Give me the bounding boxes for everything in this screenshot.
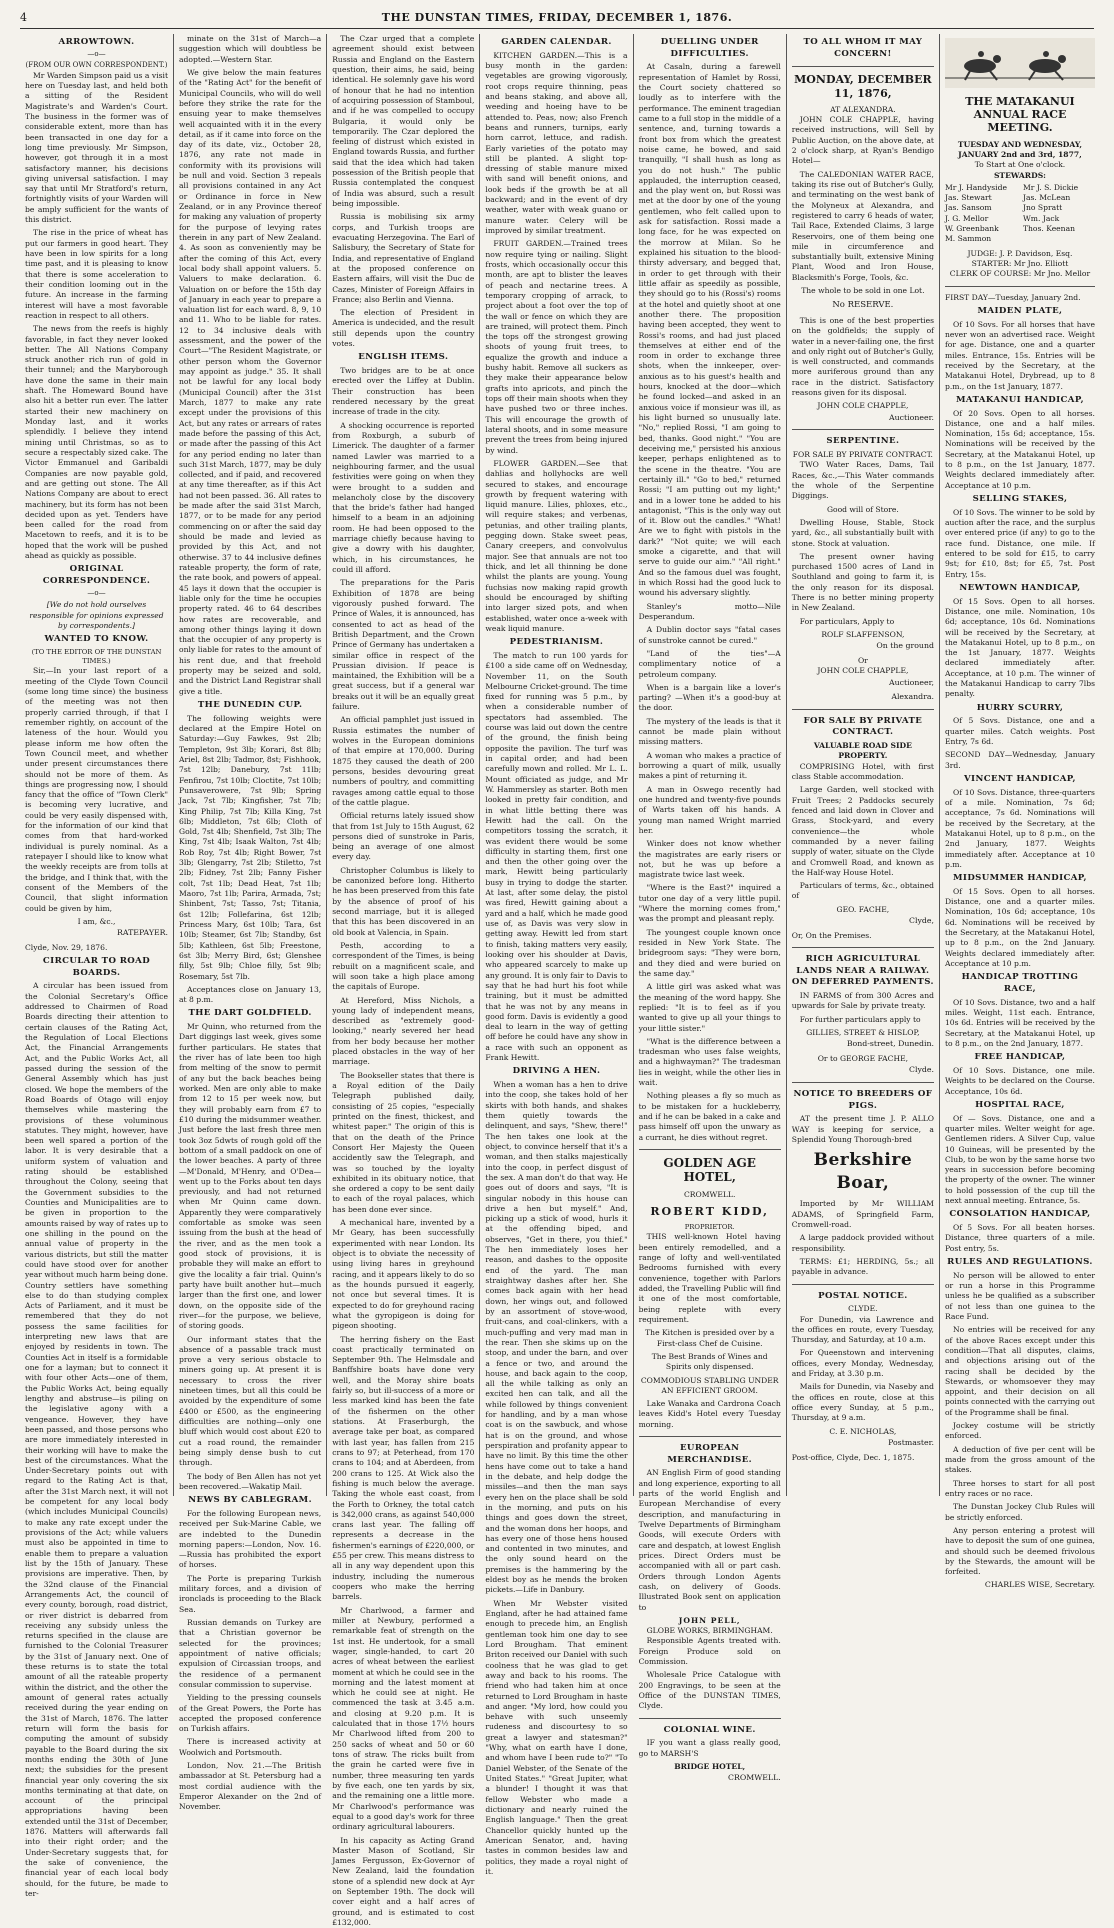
article-paragraph: A circular has been issued from the Colonial Secretary's Office addressed to Chairmen of Road Boards directing their attention to certain clauses of the Rating Act, the Regulation of Local Elections Act, the Financial Arrangements Act, and the Public Works Act, all passed during the session of the General Assembly which has just closed. We hope the members of the Road Boards of Otago will enjoy themselves while mastering the provisions of these voluminous statutes. They might, however, have been well spared a portion of the labor. It is very desirable that a uniform system of valuation and rating should be established throughout the Colony, seeing that the Government subsidies to the Counties and Municipalities are to be given in proportion to the amounts raised by way of rates up to one shilling in the pound on the annual value of property in the various districts, but still the matter could have stood over for another year without much harm being done. Country settlers have something else to do than studying complex Acts of Parliament, and it must be remembered that they do not possess the same facilities for interpreting new laws that are enjoyed by residents in town. The Counties Act in itself is a formidable one for a layman; but to connect it with four other Acts—one of them, the Public Works Act, being equally lengthy and abstruse—is piling on the legislative agony with a vengeance. However, they have been passed, and those persons who are more immediately interested in their working will have to make the best of the circumstances. What the Under-Secretary points out with regard to the Rating Act is that, after the 31st March next, it will not be competent for any local body (which includes Municipal Councils) to make any rate except under the provisions of the Act; while valuers must also be appointed in time to enable them to prepare a valuation list by the 15th of January. These provisions are imperative. Then, by the 32nd clause of the Financial Arrangements Act, the council of every county, borough, road district, or river district is debarred from receiving any subsidy unless the returns specified in the clause are furnished to the Colonial Treasurer by the 31st of January next. One of these returns is to state the total amount of all the rateable property within the district, and the other the amount of general rates actually received during the year ending on the 31st of March, 1876. The latter return will form the basis for computing the amount of subsidy payable to the Board during the six months ending the 30th of June next; the subsidies for the present financial year only covering the six months terminating at that date, on account of the principal appropriations having been extended until the 31st of December, 1876. Matters will afterwards fall into their right order; and the Under-Secretary suggests that, for the sake of convenience, the financial year of each local body should, for the future, be made to ter-	[25, 981, 168, 1899]
ad-place: Alexandra.	[792, 692, 934, 703]
ad-name: JOHN PELL,	[639, 1616, 781, 1626]
article-paragraph: Pesth, according to a correspondent of the Times, is being rebuilt on a magnificent scale, and will soon take a high place among the capitals of Europe.	[332, 941, 474, 993]
race-title: MIDSUMMER HANDICAP,	[945, 873, 1095, 885]
letter-place: Clyde, Nov. 29, 1876.	[25, 943, 168, 953]
article-paragraph: FRUIT GARDEN.—Trained trees now require tying or nailing. Slight frosts, which occasionally occur this month, are apt to blister the leaves of peach and nectarine trees. A temporary cropping of arrack, to project about a foot over the top of the wall or fence on which they are are trained, will protect them. Pinch the tops off the strongest growing shoots of young fruit trees, to equalize the growth and induce a bushy habit. Remove all suckers as they make their appearance below grafts into apricots, and pinch the tops off their main shoots when they have pushed two or three inches. This will encourage the growth of lateral shoots, and in some measure prevent the trees from being injured by wind.	[485, 239, 627, 456]
clerk-of-course: CLERK OF COURSE: Mr Jno. Mellor	[945, 269, 1095, 279]
article-paragraph: Official returns lately issued show that from 1st July to 15th August, 62 persons died of sunstroke in Paris, being an average of one almost every day.	[332, 811, 474, 863]
ad-name: GEO. FACHE,	[792, 905, 934, 915]
race-paragraph: Of 15 Sovs. Open to all horses. Distance, one mile. Nomination, 10s 6d; acceptance, 10s 6d. Nominations will be received by the Secretary, at the Matakanui Hotel, up to 8 p.m., on the 1st January, 1877. Weights declared immediately after. Acceptance, at 10 p.m. The winner of the Matakanui Handicap to carry 7lbs penalty.	[945, 597, 1095, 700]
race-dates: TUESDAY AND WEDNESDAY, JANUARY 2nd and 3rd, 1877,	[945, 140, 1095, 161]
article-paragraph: At Casaln, during a farewell representation of Hamlet by Rossi, the Court society chattered so loudly as to interfere with the performance. The eminent tragedian came to a full stop in the middle of a sentence, and, turning towards a front box from which the greatest noise came, he bowed, and said tranquilly, "I shall hush as long as you do not hush." The public applauded, the interruption ceased, and the play went on, but Rossi was met at the door by one of the young gentlemen, who felt called upon to ask for satisfaction. Rossi made a long face, for he was expected on the morrow at Milan. So he explained his situation to the blood-thirsty adversary, and begged that, in order to get through with their little affair as speedily as possible, they should go to his (Rossi's) rooms at the hotel and quietly shoot at one another there. The proposition having been accepted, they went to Rossi's rooms, and had just placed themselves at either end of the room in order to exchange three shots, when the innkeeper, over-anxious as to his guest's health and hours, knocked at the door—which he found locked—and asked in an anxious voice if monsieur was ill, as his light burned so unusually late. "No," replied Rossi, "I am going to bed, thanks. Good night." "You are deceiving me," persisted his anxious keeper, perhaps enlightened as to the scene in the theatre. "You are certainly ill." "Go to bed," returned Rossi; "I am putting out my light;" and in a lower tone he added to his antagonist, "This is the only way out of it. Blow out the candles." "What! Are we to fight with pistols in the dark?" "Not quite; we will each smoke a cigarette, and that will serve to guide our aim." "All right." And so the famous duel was fought, in which Rossi had the good luck to wound his adversary slightly.	[639, 62, 781, 598]
ad-paragraph: For particulars, Apply to	[792, 617, 934, 627]
ad-place: Clyde.	[792, 1065, 934, 1076]
snippet: A little girl was asked what was the meaning of the word happy. She replied: "It is to feel as if you wanted to give up all your things to your little sister."	[639, 982, 781, 1034]
article-paragraph: In his capacity as Acting Grand Master Mason of Scotland, Sir James Fergusson, Ex-Governor of New Zealand, laid the foundation stone of a splendid new dock at Ayr on September 19th. The dock will cover eight and a half acres of ground, and is estimated to cost £132,000.	[332, 1836, 474, 1928]
snippet: When is a bargain like a lover's parting? —When it's a good-buy at the door.	[639, 683, 781, 714]
ad-paragraph: Good will of Store.	[792, 505, 934, 515]
notice-heading: TO ALL WHOM IT MAY CONCERN!	[792, 37, 934, 60]
sale-place: AT ALEXANDRA.	[792, 105, 934, 115]
rules-paragraph: The Dunstan Jockey Club Rules will be strictly enforced.	[945, 1502, 1095, 1523]
ad-signature: JOHN COLE CHAPPLE,	[792, 401, 934, 411]
ad-proprietor: ROBERT KIDD,	[639, 1205, 781, 1218]
heading-private-contract: FOR SALE BY PRIVATE CONTRACT.	[792, 716, 934, 739]
ad-paragraph: For Dunedin, via Lawrence and the offices en route, every Tuesday, Thursday, and Saturday, at 10 a.m.	[792, 1315, 934, 1346]
column-1	[20, 34, 173, 1496]
divider	[639, 1436, 781, 1437]
race-paragraph: Of 10 Sovs. Distance, three-quarters of a mile. Nomination, 7s 6d; acceptance, 7s 6d. Nominations will be received by the Secretary, at the Matakanui Hotel, up to 8 p.m., on the 2nd January, 1877. Weights immediately after. Acceptance at 10 p.m.	[945, 788, 1095, 871]
ad-name: ROLF SLAFFENSON,	[792, 630, 934, 640]
article-paragraph: A mechanical hare, invented by a Mr Geary, has been successfully experimented with near London. Its object is to obviate the necessity of using living hares in greyhound racing, and it appears likely to do so as the hounds pursued it eagerly, not once but several times. It is expected to do for greyhound racing what the gyropigeon is doing for pigeon shooting.	[332, 1218, 474, 1331]
race-title: CONSOLATION HANDICAP,	[945, 1209, 1095, 1221]
rules-paragraph: No entries will be received for any of the above Races except under this condition—That all disputes, claims, and objections arising out of the racing shall be decided by the Stewards, or whomsoever they may appoint, and their decision on all points connected with the carrying out of the Programme shall be final.	[945, 1325, 1095, 1418]
heading-dart-goldfield: THE DART GOLDFIELD.	[179, 1008, 321, 1020]
column-3	[326, 34, 479, 1496]
ad-title: Auctioneer,	[792, 678, 934, 689]
divider	[792, 1284, 934, 1285]
race-title: NEWTOWN HANDICAP,	[945, 583, 1095, 595]
snippet: Stanley's motto—Nile Desperandum.	[639, 602, 781, 623]
ad-paragraph: COMPRISING Hotel, with first class Stable accommodation.	[792, 762, 934, 783]
steward: Jas. McLean	[1023, 193, 1095, 203]
divider	[792, 947, 934, 948]
snippet: Nothing pleases a fly so much as to be mistaken for a huckleberry, and if he can be baked in a cake and pass himself off upon the unwary as a currant, he dies without regret.	[639, 1091, 781, 1143]
race-title: SELLING STAKES,	[945, 494, 1095, 506]
ad-paragraph: AT the present time J. P. ALLO WAY is keeping for service, a Splendid Young Thorough-bred	[792, 1114, 934, 1145]
article-paragraph: London, Nov. 21.—The British ambassador at St. Petersburg had a most cordial audience with the Emperor Alexander on the 2nd of November.	[179, 1761, 321, 1813]
divider	[945, 286, 1095, 287]
ad-paragraph: Mails for Dunedin, via Naseby and the offices en route, close at this office every Sunday, at 5 p.m., Thursday, at 9 a.m.	[792, 1382, 934, 1423]
column-6	[786, 34, 939, 1496]
ad-paragraph: TWO Water Races, Dams, Tail Races, &c.,—This Water commands the whole of the Serpentine Diggings.	[792, 460, 934, 501]
ad-paragraph: TERMS: £1; HERDING, 5s.; all payable in advance.	[792, 1257, 934, 1278]
ad-paragraph: A large paddock provided without responsibility.	[792, 1233, 934, 1254]
column-2	[173, 34, 326, 1496]
ad-paragraph: The present owner having purchased 1500 acres of Land in Southland and going to farm it, is the only reason for its disposal. There is no better mining property in New Zealand.	[792, 552, 934, 614]
ad-paragraph: Particulars of terms, &c., obtained of	[792, 881, 934, 902]
horse-race-icon	[945, 38, 1095, 88]
race-paragraph: Of 5 Sovs. Distance, one and a quarter miles. Catch weights. Post Entry, 7s 6d.	[945, 716, 1095, 747]
subheading: VALUABLE ROAD SIDE PROPERTY.	[792, 741, 934, 762]
rules-paragraph: Three horses to start for all post entry races or no race.	[945, 1479, 1095, 1500]
article-paragraph: The election of President in America is undecided, and the result still depends upon the country votes.	[332, 308, 474, 349]
ad-paragraph: Wholesale Price Catalogue with 200 Engravings, to be seen at the Office of the DUNSTAN TIMES, Clyde.	[639, 1670, 781, 1711]
race-start-time: To Start at One o'clock.	[945, 160, 1095, 170]
race-paragraph: Of 10 Sovs. Distance, two and a half miles. Weight, 11st each. Entrance, 10s 6d. Entries will be received by the Secretary, at the Matakanui Hotel, up to 8 p.m., on the 2nd January, 1877.	[945, 998, 1095, 1050]
ad-paragraph: Large Garden, well stocked with Fruit Trees; 2 Paddocks securely fenced and laid down in Clover and Grass, Stock-yard, and every convenience—the whole commanded by a never failing supply of water, situate on the Clyde and Cromwell Road, and known as the Half-way House Hotel.	[792, 785, 934, 878]
race-title: HOSPITAL RACE,	[945, 1100, 1095, 1112]
ad-paragraph: IN FARMS of from 300 Acres and upwards for Sale by private treaty.	[792, 991, 934, 1012]
column-5	[633, 34, 786, 1496]
article-paragraph: Our informant states that the absence of a passable track must prove a very serious obstacle to miners going up. At present it is necessary to cross the river nineteen times, but all this could be avoided by the expenditure of some £400 or £500, as the engineering difficulties are nothing—only one bluff which would cost about £20 to cut a road round, the remainder being simply dense bush to cut through.	[179, 1335, 321, 1469]
snippet: The youngest couple known once resided in New York State. The bridegroom says: "They were born, and they died and were buried on the same day."	[639, 928, 781, 980]
race-paragraph: Of 10 Sovs. Distance, one mile. Weights to be declared on the Course. Acceptance, 10s 6d.	[945, 1066, 1095, 1097]
day-heading: SECOND DAY—Wednesday, January 3rd.	[945, 750, 1095, 771]
heading-lands: RICH AGRICULTURAL LANDS NEAR A RAILWAY. ON DEFERRED PAYMENTS.	[792, 954, 934, 989]
snippet: A woman who makes a practice of borrowing a quart of milk, usually makes a pint of returning it.	[639, 751, 781, 782]
separator: —o—	[25, 50, 168, 60]
article-paragraph: KITCHEN GARDEN.—This is a busy month in the garden: vegetables are growing vigorously, root crops require thinning, peas and beans staking, and above all, weeding and hoeing have to be attended to. Peas, now; also French beans and runners, turnips, early horn carrot, lettuce, and radish. Early varieties of the potato may still be planted. A slight top-dressing of stable manure mixed with sand will benefit onions, and look beds if the growth be at all backward; and in the event of dry weather, water with weak guano or manure water. Celery will be improved by similar treatment.	[485, 51, 627, 237]
article-paragraph: We give below the main features of the "Rating Act" for the benefit of Municipal Councils, who will do well before they strike the rate for the ensuing year to make themselves well acquainted with it in the every detail, as if it came into force on the day of its date, viz., October 28, 1876, any rate not made in conformity with its provisions will be null and void. Section 3 repeals all provisions contained in any Act or Ordinance in force in New Zealand, or in any Province thereof for making any valuation of property for the purpose of levying rates therein in any part of New Zealand. 4. As soon as conveniently may be after the coming of this Act, every local body shall appoint valuers. 5. Valuers to make declaration. 6. Valuation on or before the 15th day of January in each year to prepare a valuation list for each ward. 8, 9, 10 and 11. Who to be liable for rates. 12 to 34 inclusive deals with assessment, and the power of the Court—"The Resident Magistrate, or other person whom the Governor may appoint as judge." 35. It shall not be lawful for any local body (Municipal Council) after the 31st March, 1877 to make any rate except under the provisions of this Act, but any rates or arrears of rates made before the passing of this Act, or made after the passing of this Act for any period ending no later than such 31st March, 1877, may be duly collected, and if paid, and recovered at any time thereafter, as if this Act had not been passed. 36. All rates to be made after the said 31st March, 1877, or to be made for any period commencing on or after the said day should be made and levied as provided by this Act, and not otherwise. 37 to 44 inclusive defines rateable property, the form of rate, the rate book, and powers of appeal. 45 lays it down that the occupier is liable only for the time he occupies property rated. 46 to 64 describes how rates are recoverable, and among other things laying it down that the occupier of any property is only liable for rates to the amount of his rent due, and that freehold property may be seized and sold, and the District Land Registrar shall give a title.	[179, 68, 321, 697]
article-paragraph: Yielding to the pressing counsels of the Great Powers, the Porte has accepted the proposed conference on Turkish affairs.	[179, 1693, 321, 1734]
heading-pigs: NOTICE TO BREEDERS OF PIGS.	[792, 1089, 934, 1112]
page-title: THE DUNSTAN TIMES, FRIDAY, DECEMBER 1, 1876.	[20, 11, 1094, 24]
race-paragraph: Of 10 Sovs. For all horses that have never won an advertised race. Weight for age. Distance, one and a quarter miles. Entrance, 15s. Entries will be received by the Secretary, at the Matakanui Hotel, Drybread, up to 8 p.m., on the 1st January, 1877.	[945, 320, 1095, 392]
article-paragraph: Russian demands on Turkey are that a Christian governor be selected for the provinces; appointment of native officials; expulsion of Circassian troops, and the residence of a permanent consular commission to supervise.	[179, 1618, 321, 1690]
ad-place: CROMWELL.	[639, 1773, 781, 1784]
steward: Thos. Keenan	[1023, 224, 1095, 234]
ad-paragraph: For further particulars apply to	[792, 1015, 934, 1025]
heading-duelling: DUELLING UNDER DIFFICULTIES.	[639, 37, 781, 60]
steward	[1023, 234, 1095, 244]
heading-pedestrianism: PEDESTRIANISM.	[485, 637, 627, 649]
subheading: (TO THE EDITOR OF THE DUNSTAN TIMES.)	[25, 648, 168, 666]
article-paragraph: Mr Charlwood, a farmer and miller at Newbury, performed a remarkable feat of strength on the 1st inst. He undertook, for a small wager, single-handed, to cart 20 acres of wheat between the earliest moment at which he could see in the morning and the latest moment at which he could see at night. He commenced the task at 3.45 a.m. and closing at 9.20 p.m. It is calculated that in those 17½ hours Mr Charlwood lifted from 200 to 250 sacks of wheat and 50 or 60 tons of straw. The ricks built from the grain he carted were five in number, three measuring ten yards by five each, one ten yards by six, and the remaining one a little more. Mr Charlwood's performance was equal to a good day's work for three ordinary agricultural labourers.	[332, 1606, 474, 1833]
ad-name: JOHN COLE CHAPPLE,	[792, 666, 934, 676]
heading-cablegram: NEWS BY CABLEGRAM.	[179, 1495, 321, 1507]
heading-correspondence: ORIGINAL CORRESPONDENCE.	[25, 564, 168, 587]
ad-paragraph: The whole to be sold in one Lot.	[792, 286, 934, 296]
ad-paragraph: THIS well-known Hotel having been entirely remodelled, and a range of lofty and well-ventilated Bedrooms furnished with every convenience, together with Parlors added, the Travelling Public will find it one of the most comfortable, being replete with every requirement.	[639, 1232, 781, 1325]
article-paragraph: FLOWER GARDEN.—See that dahlias and hollyhocks are well secured to stakes, and encourage growth by frequent watering with liquid manure. Lilies, phloxes, etc., will require stakes; and verbenas, petunias, and other trailing plants, pegging down. Stake sweet peas, Canary creepers, and convolvulus major. See that annuals are not too thick, and let all thinning be done whilst the plants are young. Young fuchsias now making rapid growth should be encouraged by shifting into larger sized pots, and when established, water once a-week with weak liquid manure.	[485, 459, 627, 634]
article-paragraph: The match to run 100 yards for £100 a side came off on Wednesday, November 11, on the South Melbourne Cricket-ground. The time fixed for running was 5 p.m., by when a considerable number of spectators had assembled. The course was laid out down the centre of the ground, the finish being opposite the pavilion. The turf was in capital order, and had been carefully mown and rolled. Mr L. L. Mount officiated as judge, and Mr W. Hammersley as starter. Both men looked in pretty fair condition, and in what little betting there was Hewitt had the call. On the competitors tossing the scratch, it was evident there would be some difficulty in starting them, first one and then the other going over the mark, Hewitt being particularly busy in trying to dodge the starter. At last, after some delay, the pistol was fired, Hewitt gaining about a yard and a half, which he made good use of, as Davis was very slow in getting away. Hewitt led from start to finish, taking matters very easily, looking over his shoulder at Davis, who appeared scarcely to make up any ground. It is only fair to Davis to say that he had hurt his foot while training, but it must be admitted that he was not by any means in good form. Davis is evidently a good deal to learn in the way of getting off before he could have any show in a race with such an opponent as Frank Hewitt.	[485, 651, 627, 1064]
ad-or: Or, On the Premises.	[792, 931, 934, 941]
article-paragraph: Two bridges are to be at once erected over the Liffey at Dublin. Their construction has been rendered necessary by the great increase of trade in the city.	[332, 366, 474, 418]
ad-place: On the ground	[792, 641, 934, 652]
ad-signature-title: Auctioneer.	[792, 413, 934, 424]
stewards-heading: STEWARDS:	[945, 171, 1095, 181]
steward: Jas. Stewart	[945, 193, 1017, 203]
rules-paragraph: A deduction of five per cent will be made from the gross amount of the stakes.	[945, 1445, 1095, 1476]
heading-driving-hen: DRIVING A HEN.	[485, 1066, 627, 1078]
snippet: A man in Oswego recently had one hundred and twenty-five pounds of Warts taken off his hands. A young man named Wright married her.	[639, 785, 781, 837]
heading-colonial-wine: COLONIAL WINE.	[639, 1725, 781, 1737]
steward: Mr J. Handyside	[945, 183, 1017, 193]
article-paragraph: Christopher Columbus is likely to be canonized before long. Hitherto he has been preserved from this fate by the absence of proof of his second marriage, but it is alleged that this has been discovered in an old book at Valencia, in Spain.	[332, 866, 474, 938]
race-title: MAIDEN PLATE,	[945, 306, 1095, 318]
ad-name: GILLIES, STREET & HISLOP,	[792, 1028, 934, 1038]
ad-hotel-name: GOLDEN AGE HOTEL,	[639, 1156, 781, 1185]
ad-paragraph: COMMODIOUS STABLING UNDER AN EFFICIENT GROOM.	[639, 1376, 781, 1397]
heading-european: EUROPEAN MERCHANDISE.	[639, 1443, 781, 1466]
ad-boar-title: Berkshire Boar,	[792, 1149, 934, 1195]
article-paragraph: Russia is mobilising six army corps, and Turkish troops are evacuating Herzegovina. The Earl of Salisbury, the Secretary of State for India, and representative of England at the proposed conference on Eastern affairs, will visit the Duc de Cazes, Minister of Foreign Affairs in France; also Berlin and Vienna.	[332, 212, 474, 305]
steward: Jno Spratt	[1023, 203, 1095, 213]
page-number: 4	[20, 11, 28, 24]
article-paragraph: The news from the reefs is highly favorable, in fact they never looked better. The All Nations Company struck another rich run of gold in their tunnel; and the Maryborough have done the same in their main shaft. The Homeward Bound have also hit a better run ever. The latter started their new machinery on Monday last, and it works splendidly. I believe they intend mining until Christmas, so as to secure a respectably sized cake. The Victor Emmanuel and Garibaldi Companies are now payable gold, and are getting out stone. The All Nations Company are about to erect machinery, but its form has not been decided upon as yet. Tenders have been called for the road from Macetown to reefs, and it is to be hoped that the work will be pushed ahead as quickly as possible.	[25, 324, 168, 561]
article-paragraph: The Czar urged that a complete agreement should exist between Russia and England on the Eastern question, their aims, he said, being identical. He solemnly gave his word of honour that he had no intention of acquiring possession of Stamboul, and if he was compelled to occupy Bulgaria, it would only be temporarily. The Czar deplored the feeling of distrust which existed in England towards Russia, and further said that the idea which had taken possession of the British people that Russia contemplated the conquest of India was absurd, such a result being impossible.	[332, 34, 474, 209]
article-paragraph: The preparations for the Paris Exhibition of 1878 are being vigorously pushed forward. The Prince of Wales, it is announced, has consented to act as head of the British Department, and the Crown Prince of Germany has undertaken a similar office in respect of the Prussian division. If peace is maintained, the Exhibition will be a great success, but if a general war breaks out it will be an equally great failure.	[332, 578, 474, 712]
divider	[792, 1082, 934, 1083]
ad-paragraph: For Queenstown and intervening offices, every Monday, Wednesday, and Friday, at 3.30 p.m.	[792, 1348, 934, 1379]
race-title: VINCENT HANDICAP,	[945, 774, 1095, 786]
subheading: (FROM OUR OWN CORRESPONDENT.)	[25, 61, 168, 71]
race-heading: THE MATAKANUI ANNUAL RACE MEETING.	[945, 95, 1095, 135]
rules-paragraph: No person will be allowed to enter or run a horse in this Programme unless he be qualified as a subscriber of not less than one guinea to the Race Fund.	[945, 1271, 1095, 1323]
subheading: CLYDE.	[792, 1304, 934, 1314]
race-paragraph: Of 5 Sovs. For all beaten horses. Distance, three quarters of a mile. Post entry, 5s.	[945, 1223, 1095, 1254]
ad-paragraph: The Best Brands of Wines and Spirits only dispensed.	[639, 1352, 781, 1373]
snippet: Winker does not know whether the magistrates are early risers or not, but he was up before a magistrate twice last week.	[639, 839, 781, 880]
starter: STARTER: Mr Jno. Elliott	[945, 259, 1095, 269]
ad-paragraph: Dwelling House, Stable, Stock yard, &c., all substantially built with stone. Stock at valuation.	[792, 518, 934, 549]
ad-hotel-place: CROMWELL.	[639, 1190, 781, 1200]
heading-english-items: ENGLISH ITEMS.	[332, 352, 474, 364]
article-paragraph: Acceptances close on January 13, at 8 p.m.	[179, 985, 321, 1006]
divider	[639, 1149, 781, 1150]
masthead	[20, 8, 1094, 29]
heading-arrowtown: ARROWTOWN.	[25, 37, 168, 49]
article-paragraph: An official pamphlet just issued in Russia estimates the number of wolves in the European dominions of that empire at 170,000. During 1875 they caused the death of 200 persons, besides devouring great numbers of poultry, and committing ravages among cattle equal to those of the cattle plague.	[332, 715, 474, 808]
steward: J. G. Mellor	[945, 214, 1017, 224]
ad-signature: C. E. NICHOLAS,	[792, 1427, 934, 1437]
ad-paragraph: Responsible Agents treated with. Foreign Produce sold on Commission.	[639, 1636, 781, 1667]
rules-paragraph: Jockey costume will be strictly enforced.	[945, 1421, 1095, 1442]
article-paragraph: The body of Ben Allen has not yet been recovered.—Wakatip Mail.	[179, 1472, 321, 1493]
steward: Wm. Jack	[1023, 214, 1095, 224]
race-paragraph: Of 20 Sovs. Open to all horses. Distance, one and a half miles. Nomination, 15s 6d; acceptance, 15s. Nominations will be received by the Secretary, at the Matakanui Hotel, up to 8 p.m., on the 1st January, 1877. Weights declared immediately after. Acceptance at 10 p.m.	[945, 409, 1095, 492]
snippet: "Where is the East?" inquired a tutor one day of a very little pupil. "Where the morning comes from," was the prompt and pleasant reply.	[639, 883, 781, 924]
sale-date: MONDAY, DECEMBER 11, 1876,	[792, 73, 934, 99]
subheading: FOR SALE BY PRIVATE CONTRACT.	[792, 450, 934, 460]
article-paragraph: The Bookseller states that there is a Royal edition of the Daily Telegraph published daily, consisting of 25 copies, "especially printed on the finest, thickest, and whitest paper." The origin of this is that on the death of the Prince Consort Her Majesty the Queen accidently saw the Telegraph, and was so touched by the loyalty exhibited in its obituary notice, that she ordered a copy to be sent daily to each of the royal palaces, which has been done ever since.	[332, 1071, 474, 1215]
ad-or: Or	[792, 656, 934, 666]
stewards-list	[945, 183, 1095, 245]
day-heading: FIRST DAY—Tuesday, January 2nd.	[945, 293, 1095, 303]
article-paragraph: There is increased activity at Woolwich and Portsmouth.	[179, 1737, 321, 1758]
ad-paragraph: JOHN COLE CHAPPLE, having received instructions, will Sell by Public Auction, on the above date, at 2 o'clock sharp, at Ryan's Bendigo Hotel—	[792, 115, 934, 167]
horse-race-illustration	[945, 36, 1095, 90]
steward: M. Sammon	[945, 234, 1017, 244]
rules-paragraph: Any person entering a protest will have to deposit the sum of one guinea, and should such be deemed frivolous by the Stewards, the amount will be forfeited.	[945, 1526, 1095, 1578]
snippet: A Dublin doctor says "fatal cases of sunstroke cannot be cured."	[639, 625, 781, 646]
heading-wanted: WANTED TO KNOW.	[25, 634, 168, 646]
ad-name: BRIDGE HOTEL,	[639, 1762, 781, 1772]
divider	[792, 429, 934, 430]
ad-date: Post-office, Clyde, Dec. 1, 1875.	[792, 1453, 934, 1463]
ad-paragraph: Lake Wanaka and Cardrona Coach leaves Kidd's Hotel every Tuesday morning.	[639, 1399, 781, 1430]
article-paragraph: For the following European news, received per Suk-Marine Cable, we are indebted to the Dunedin morning papers:—London, Nov. 16.—Russia has prohibited the export of horses.	[179, 1509, 321, 1571]
ad-paragraph: Imported by Mr WILLIAM ADAMS, of Springfield Farm, Cromwell-road.	[792, 1199, 934, 1230]
race-paragraph: Of — Sovs. Distance, one and a quarter miles. Welter weight for age. Gentlemen riders. A Silver Cup, value 10 Guineas, will be presented by the Club, to be won by the same horse two years in succession before becoming the property of the owner. The winner to hold possession of the cup till the next annual meeting. Entrance, 5s.	[945, 1114, 1095, 1207]
no-reserve: No RESERVE.	[792, 300, 934, 312]
race-paragraph: Of 10 Sovs. The winner to be sold by auction after the race, and the surplus over entered price (if any) to go to the race fund. Distance, one mile. If entered to be sold for £15, to carry 9st; for £10, 8st; for £5, 7st. Post Entry, 15s.	[945, 508, 1095, 580]
ad-name: Or to GEORGE FACHE,	[792, 1054, 934, 1064]
snippet: "Land of the ties"—A complimentary notice of a petroleum company.	[639, 649, 781, 680]
article-paragraph: The herring fishery on the East coast practically terminated on September 9th. The Helmsdale and Banffshire boats have done very well, and the Moray shire boats fairly so, but ill-success of a more or less marked kind has been the fate of the fishermen on the other stations. At Fraserburgh, the average take per boat, as compared with last year, has fallen from 215 crans to 97; at Peterhead, from 170 crans to 104; and at Aberdeen, from 200 crans to 125. At Wick also the fishing is much below the average. Taking the whole east coast, from the Forth to Orkney, the total catch is 342,000 crans, as against 540,000 crans last year. The falling off represents a decrease in the fishermen's earnings of £220,000, or £55 per crew. This means distress to all in any way dependent upon this industry, including the numerous coopers who make the herring barrels.	[332, 1335, 474, 1603]
article-paragraph: At Hereford, Miss Nichols, a young lady of independent means, described as "extremely good-looking," nearly severed her head from her body because her mother placed obstacles in the way of her marriage.	[332, 996, 474, 1068]
judge: JUDGE: J. P. Davidson, Esq.	[945, 249, 1095, 259]
column-7	[939, 34, 1100, 1496]
divider	[639, 1718, 781, 1719]
race-title: HURRY SCURRY,	[945, 703, 1095, 715]
divider	[792, 709, 934, 710]
race-title: HANDICAP TROTTING RACE,	[945, 972, 1095, 995]
rules-heading: RULES AND REGULATIONS.	[945, 1257, 1095, 1269]
divider	[792, 66, 934, 67]
ad-paragraph: IF you want a glass really good, go to MARSH'S	[639, 1738, 781, 1759]
article-paragraph: The Porte is preparing Turkish military forces, and a division of ironclads is proceeding to the Black Sea.	[179, 1574, 321, 1615]
columns	[20, 34, 1100, 1496]
column-4	[479, 34, 632, 1496]
heading-garden: GARDEN CALENDAR.	[485, 37, 627, 49]
snippet: "What is the difference between a tradesman who uses false weights, and a highwayman?" The tradesman lies in weight, while the other lies in wait.	[639, 1037, 781, 1089]
heading-dunedin-cup: THE DUNEDIN CUP.	[179, 700, 321, 712]
article-paragraph: Mr Warden Simpson paid us a visit here on Tuesday last, and held both a sitting of the Resident Magistrate's and Warden's Court. The business in the former was of considerable extent, more than has been transacted in one day for a long time previously. Mr Simpson, however, got through it in a most satisfactory manner, his decisions giving universal satisfaction. I may say that until Mr Stratford's return, fortnightly visits of your Warden will be amply sufficient for the wants of this district.	[25, 71, 168, 226]
ad-address: Bond-street, Dunedin.	[792, 1039, 934, 1050]
heading-postal: POSTAL NOTICE.	[792, 1291, 934, 1303]
article-paragraph: Mr Quinn, who returned from the Dart diggings last week, gives some further particulars. He states that the river has of late been too high from melting of the snow to permit of any but the back beaches being worked. Men are only able to make from 12 to 15 per week now, but they will probably earn from £7 to £10 during the midsummer weather. Just before the last fresh three men took 3oz 5dwts of rough gold off the bottom of a small paddock on one of the lower beaches. A party of three —M'Donald, M'Henry, and O'Dea—went up to the Forks about ten days previously, and had not returned when Mr Quinn came down. Apparently they were comparatively comfortable as smoke was seen issuing from the bush at the head of the river, and as the men took a good stock of provisions, it is probable they will make an effort to give the locality a fair trial. Quinn's party have built another hut—much larger than the first one, and lower down, on the opposite side of the river—for the purpose, we believe, of storing goods.	[179, 1022, 321, 1331]
article-paragraph: When a woman has a hen to drive into the coop, she takes hold of her skirts with both hands, and shakes them quietly towards the delinquent, and says, "Shew, there!" The hen takes one look at the object, to convince herself that it's a woman, and then stalks majestically into the coop, in perfect disgust of the sex. A man don't do that way. He goes out of doors and says, "It is singular nobody in this house can drive a hen but myself." And, picking up a stick of wood, hurls it at the offending biped, and observes, "Get in there, you thief." The hen immediately loses her reason, and dashes to the opposite end of the yard. The man straightway dashes after her. She comes back again with her head down, her wings out, and followed by an assortment of stove-wood, fruit-cans, and coal-clinkers, with a much-puffing and very mad man in the rear. Then she skims up on the stoop, and under the barn, and over a fence or two, and around the house, and back again to the coop, all the while talking as only an excited hen can talk, and all the while followed by things convenient for handling, and by a man whose coat is on the sawbuck, and whose hat is on the ground, and whose perspiration and profanity appear to have no limit. By this time the other hens have come out to take a hand in the debate, and help dodge the missiles—and then the man says every hen on the place shall be sold in the morning, and puts on his things and goes down the street, and the woman dons her hoops, and has every one of those hens housed and contented in two minutes, and the only sound heard on the premises is the hammering by the eldest boy as he mends the broken pickets.—Life in Danbury.	[485, 1080, 627, 1596]
ad-place: Clyde,	[792, 916, 934, 927]
article-paragraph: minate on the 31st of March—a suggestion which will doubtless be adopted.—Western Star.	[179, 34, 321, 65]
ad-address: GLOBE WORKS, BIRMINGHAM.	[639, 1626, 781, 1636]
race-paragraph: Of 15 Sovs. Open to all horses. Distance, one and a quarter miles. Nomination, 10s 6d; acceptance, 10s 6d. Nominations will be received by the Secretary, at the Matakanui Hotel, up to 8 p.m., on the 2nd January. Weights declared immediately after. Acceptance at 10 p.m.	[945, 887, 1095, 970]
steward: Jas. Sansom	[945, 203, 1017, 213]
heading-circular: CIRCULAR TO ROAD BOARDS.	[25, 956, 168, 979]
article-paragraph: When Mr Webster visited England, after he had attained fame enough to precede him, an English gentleman took him one day to see Lord Brougham. That eminent Briton received our Daniel with such coolness that he was glad to get away and back to his rooms. The friend who had taken him at once returned to Lord Brougham in haste and anger. "My lord, how could you behave with such unseemly rudeness and discourtesy to so great a lawyer and statesman?" "Why, what on earth have I done, and whom have I been rude to?" "To Daniel Webster, of the Senate of the United States." "Great Jupiter, what a blunder! I thought it was that fellow Webster who made a dictionary and nearly ruined the English language." Then the great Chancellor quickly hunted up the American Senator, and, having tastes in common besides law and politics, they made a royal night of it.	[485, 1599, 627, 1877]
ad-paragraph: The Kitchen is presided over by a First-class Chef de Cuisine.	[639, 1328, 781, 1349]
heading-serpentine: SERPENTINE.	[792, 436, 934, 448]
ad-proprietor-title: PROPRIETOR.	[639, 1223, 781, 1232]
editor-note: [We do not hold ourselves responsible for opinions expressed by correspondents.]	[25, 600, 168, 631]
steward: W. Greenbank	[945, 224, 1017, 234]
ad-paragraph: AN English Firm of good standing and long experience, exporting to all parts of the world English and European Merchandise of every description, and manufacturing in Twelve Departments of Birmingham Goods, will execute Orders with care and despatch, at lowest English prices. Direct Orders must be accompanied with all or part cash. Orders through London Agents cash, on delivery of Goods. Illustrated Book sent on application to	[639, 1468, 781, 1612]
letter-close: I am, &c.,	[25, 917, 168, 927]
ad-paragraph: The CALEDONIAN WATER RACE, taking its rise out of Butcher's Gully, and terminating on the west bank of the Molyneux at Alexandra, and registered to carry 6 heads of water, Tail Race, Extended Claims, 3 large Reservoirs, one of them being one mile in circumference and substantially built, extensive Mining Plant, Wood and Iron House, Blacksmith's Forge, Tools, &c.	[792, 170, 934, 283]
letter-signature: RATEPAYER.	[25, 928, 168, 939]
separator: —o—	[25, 589, 168, 599]
steward: Mr J. S. Dickie	[1023, 183, 1095, 193]
ad-paragraph: This is one of the best properties on the goldfields; the supply of water in a never-failing one, the first and only right out of Butcher's Gully, is well constructed, and commands more auriferous ground than any race in the district. Satisfactory reasons given for its disposal.	[792, 316, 934, 399]
article-paragraph: The following weights were declared at the Empire Hotel on Saturday:—Guy Fawkes, 9st 2lb; Templeton, 9st 3lb; Korari, 8st 8lb; Ariel, 8st 2lb; Tadmor, 8st; Fishhook, 7st 12lb; Danebury, 7st 11lb; Fenfirou, 7st 10lb; Cloctite, 7st 10lb; Punsaverowere, 7st 9lb; Spring Jack, 7st 7lb; Kingfisher, 7st 7lb; King Philip, 7st 7lb; Killa King, 7st 6lb; Middleton, 7st 6lb; Cloth of Gold, 7st 4lb; Shenfield, 7st 3lb; The King, 7st 4lb; Isaak Walton, 7st 4lb; Rob Roy, 7st 4lb; Right Bower, 7st 3lb; Glengarry, 7st 2lb; Stiletto, 7st 2lb; Fidney, 7st 2lb; Fanny Fisher colt, 7st 1lb; Dead Heat, 7st 1lb; Maoro, 7st 1lb; Parira, Armada, 7st; Shinbent, 7st; Tasso, 7st; Titania, 6st 12lb; Follefarina, 6st 12lb; Princess Mary, 6st 10lb; Tara, 6st 10lb; Steamer, 6st 7lb; Standby, 6st 5lb; Kathleen, 6st 5lb; Freestone, 6st 3lb; Merry Bird, 6st; Glenshee filly, 5st 9lb; Chloe filly, 5st 9lb; Rosemary, 5st 7lb.	[179, 714, 321, 982]
letter-paragraph: Sir,—In your last report of a meeting of the Clyde Town Council (some long time since) the business of the meeting was not then properly carried through, if that I remember rightly, on account of the lateness of the hour. Would you please inform me how often the Town Council meet, and whether under present circumstances there should not be more of them. As things are progressing now, I should fancy that the office of "Town Clerk" is becoming very lucrative, and could be very easily dispensed with, for the information of our kind that comes from that hard-worked individual is purely nominal. As a ratepayer I should like to know what the weekly receipts are from tolls at the bridge, and I think that, with the consent of the Members of the Council, that slight information could be given by him,	[25, 666, 168, 914]
ad-signature-title: Postmaster.	[792, 1438, 934, 1449]
race-title: FREE HANDICAP,	[945, 1052, 1095, 1064]
snippet: The mystery of the leads is that it cannot be made plain without missing matters.	[639, 717, 781, 748]
rules-signature: CHARLES WISE, Secretary.	[945, 1580, 1095, 1591]
article-paragraph: The rise in the price of wheat has put our farmers in good heart. They have been in low spirits for a long time past, and it is pleasing to know that there is some acceleration to their condition looming out in the future. An increase in the farming interest will have a most favorable reaction in respect to all others.	[25, 228, 168, 321]
article-paragraph: A shocking occurrence is reported from Roxburgh, a suburb of Limerick. The daughter of a farmer named Lawler was married to a neighbouring farmer, and the usual festivities were going on when they were brought to a sudden and melancholy close by the discovery that the bride's father had hanged himself to a beam in an adjoining room. He had been opposed to the marriage chiefly because having to give a dowry with his daughter, which, in his circumstances, he could ill afford.	[332, 421, 474, 576]
race-title: MATAKANUI HANDICAP,	[945, 395, 1095, 407]
